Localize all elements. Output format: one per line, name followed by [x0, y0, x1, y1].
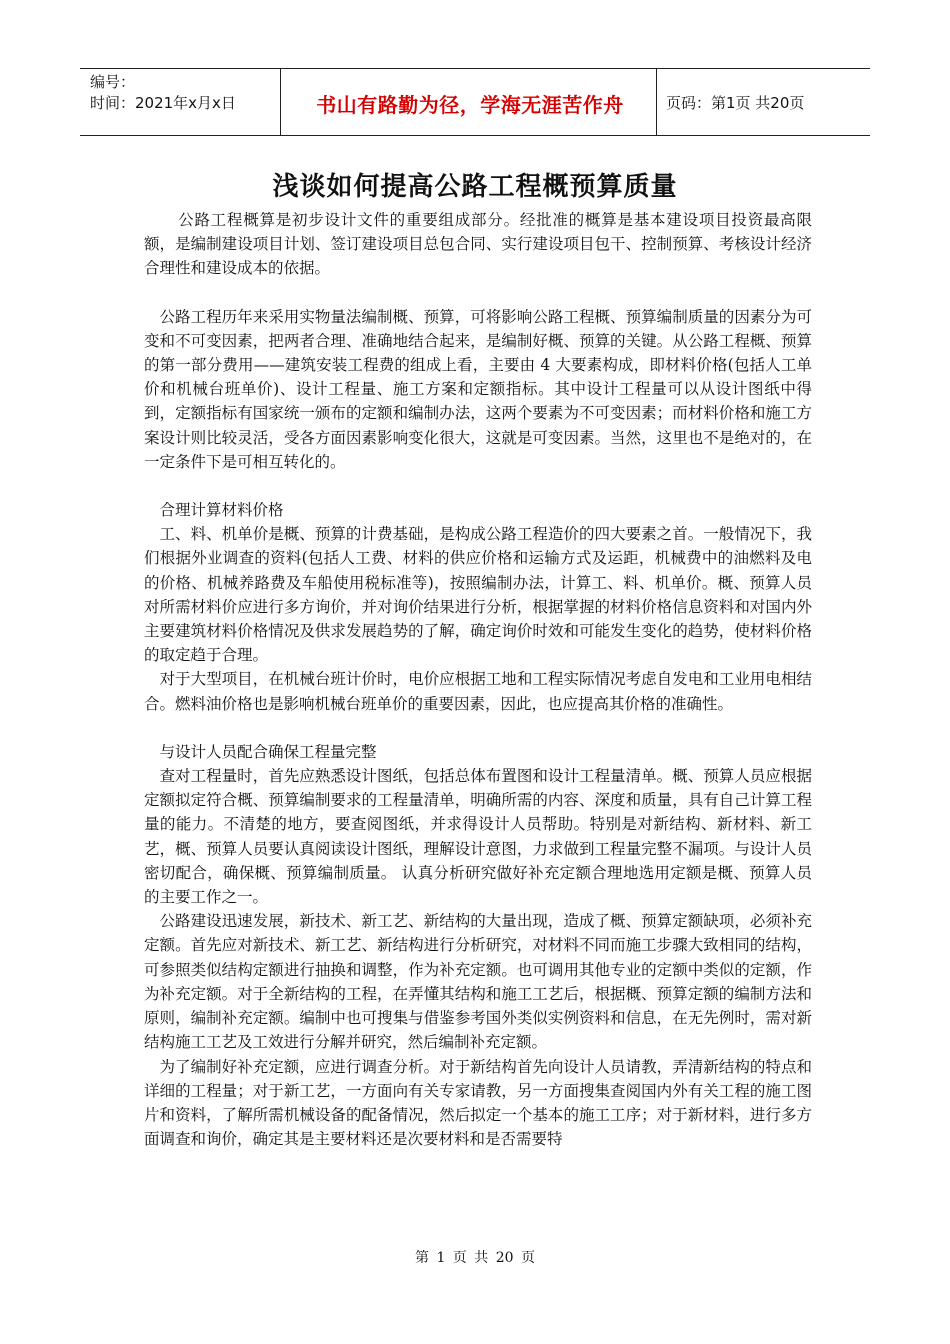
time-label: 时间：2021年x月x日: [90, 94, 236, 112]
header-meta: [90, 72, 290, 114]
document-header: [80, 68, 870, 136]
page-footer: 第 1 页 共 20 页: [415, 1250, 535, 1266]
paragraph: 公路工程概算是初步设计文件的重要组成部分。经批准的概算是基本建设项目投资最高限额，是编制建设项目计划、签订建设项目总包合同、实行建设项目包干、控制预算、考核设计经济合理性和建设成本的依据。: [144, 211, 812, 278]
number-label: 编号：: [90, 73, 136, 91]
paragraph: 公路工程历年来采用实物量法编制概、预算，可将影响公路工程概、预算编制质量的因素分为可变和不可变因素，把两者合理、准确地结合起来，是编制好概、预算的关键。从公路工程概、预算的第一部分费用——建筑安装工程费的组成上看，主要由 4 大要素构成，即材料价格(包括人工单价和机械台班单价)、设计工程量、施工方案和定额指标。其中设计工程量可以从设计图纸中得到，定额指标有国家统一颁布的定额和编制办法，这两个要素为不可变因素；而材料价格和施工方案设计则比较灵活，受各方面因素影响变化很大，这就是可变因素。当然，这里也不是绝对的，在一定条件下是可相互转化的。: [144, 307, 812, 471]
section-heading: 与设计人员配合确保工程量完整: [159, 742, 377, 761]
paragraph: 查对工程量时，首先应熟悉设计图纸，包括总体布置图和设计工程量清单。概、预算人员应根据定额拟定符合概、预算编制要求的工程量清单，明确所需的内容、深度和质量，具有自己计算工程量的能力。不清楚的地方，要查阅图纸，并求得设计人员帮助。特别是对新结构、新材料、新工艺，概、预算人员要认真阅读设计图纸，理解设计意图，力求做到工程量完整不漏项。与设计人员密切配合，确保概、预算编制质量。 认真分析研究做好补充定额合理地选用定额是概、预算人员的主要工作之一。: [144, 767, 812, 907]
header-page-info: 页码：第1页 共20页: [666, 94, 805, 112]
document-body: [144, 208, 812, 1151]
paragraph: 工、料、机单价是概、预算的计费基础，是构成公路工程造价的四大要素之首。一般情况下，我们根据外业调查的资料(包括人工费、材料的供应价格和运输方式及运距，机械费中的油燃料及电的价格、机械养路费及车船使用税标准等)，按照编制办法，计算工、料、机单价。概、预算人员对所需材料价应进行多方询价，并对询价结果进行分析，根据掌握的材料价格信息资料和对国内外主要建筑材料价格情况及供求发展趋势的了解，确定询价时效和可能发生变化的趋势，使材料价格的取定趋于合理。: [144, 525, 812, 665]
section-heading: 合理计算材料价格: [159, 501, 284, 520]
paragraph: 公路建设迅速发展，新技术、新工艺、新结构的大量出现，造成了概、预算定额缺项，必须补充定额。首先应对新技术、新工艺、新结构进行分析研究，对材料不同而施工步骤大致相同的结构，可参照类似结构定额进行抽换和调整，作为补充定额。也可调用其他专业的定额中类似的定额，作为补充定额。对于全新结构的工程，在弄懂其结构和施工工艺后，根据概、预算定额的编制方法和原则，编制补充定额。编制中也可搜集与借鉴参考国外类似实例资料和信息，在无先例时，需对新结构施工工艺及工效进行分解并研究，然后编制补充定额。: [144, 912, 812, 1052]
header-motto: 书山有路勤为径，学海无涯苦作舟: [316, 93, 624, 117]
header-divider: [656, 69, 657, 135]
document-title: 浅谈如何提高公路工程概预算质量: [272, 172, 678, 202]
header-divider: [280, 69, 281, 135]
paragraph: 对于大型项目，在机械台班计价时，电价应根据工地和工程实际情况考虑自发电和工业用电相结合。燃料油价格也是影响机械台班单价的重要因素，因此，也应提高其价格的准确性。: [144, 670, 812, 713]
paragraph: 为了编制好补充定额，应进行调查分析。对于新结构首先向设计人员请教，弄清新结构的特点和详细的工程量；对于新工艺，一方面向有关专家请教，另一方面搜集查阅国内外有关工程的施工图片和资料，了解所需机械设备的配备情况，然后拟定一个基本的施工工序；对于新材料，进行多方面调查和询价，确定其是主要材料还是次要材料和是否需要特: [144, 1057, 812, 1149]
